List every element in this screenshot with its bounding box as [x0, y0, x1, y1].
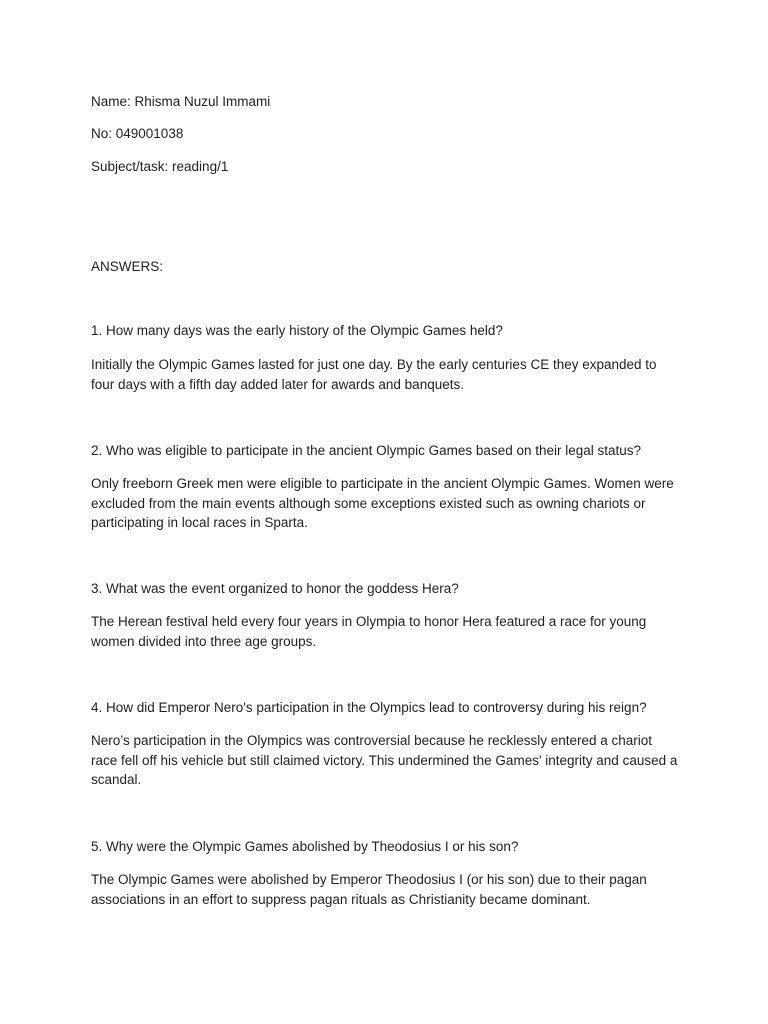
subject-task: Subject/task: reading/1 — [91, 159, 229, 174]
question-5: 5. Why were the Olympic Games abolished by Theodosius I or his son? — [91, 839, 519, 854]
question-3: 3. What was the event organized to honor the goddess Hera? — [91, 581, 459, 596]
answer-3: The Herean festival held every four years in Olympia to honor Hera featured a race for young women divided into three age groups. — [91, 614, 647, 649]
answers-heading: ANSWERS: — [91, 259, 164, 274]
answer-5: The Olympic Games were abolished by Emperor Theodosius I (or his son) due to their pagan associations in an effort to suppress pagan rituals as Christianity became dominant. — [91, 872, 647, 907]
answer-1: Initially the Olympic Games lasted for just one day. By the early centuries CE they expanded to four days with a fifth day added later for awards and banquets. — [91, 357, 657, 392]
question-4: 4. How did Emperor Nero's participation in the Olympics lead to controversy during his reign? — [91, 700, 647, 715]
question-2: 2. Who was eligible to participate in the ancient Olympic Games based on their legal status? — [91, 443, 642, 458]
student-number: No: 049001038 — [91, 126, 184, 141]
question-1: 1. How many days was the early history of the Olympic Games held? — [91, 323, 503, 338]
answer-4: Nero’s participation in the Olympics was controversial because he recklessly entered a chariot race fell off his vehicle but still claimed victory. This undermined the Games' integrity and caused a scandal. — [91, 733, 678, 787]
answer-2: Only freeborn Greek men were eligible to participate in the ancient Olympic Games. Women were excluded from the main events although some exceptions existed such as owning chariots or participating in local races in Sparta. — [91, 476, 674, 530]
student-name: Name: Rhisma Nuzul Immami — [91, 94, 271, 109]
